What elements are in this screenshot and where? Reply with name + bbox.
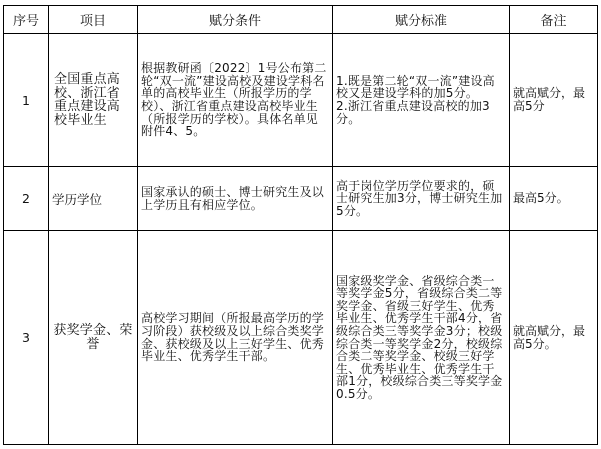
header-condition: 赋分条件 bbox=[138, 6, 333, 34]
table-row bbox=[4, 167, 598, 231]
standard-line-2: 2.浙江省重点建设高校的加3分。 bbox=[336, 99, 490, 126]
row-remark: 就高赋分，最高5分。 bbox=[510, 231, 598, 445]
table-row bbox=[4, 34, 598, 167]
header-no: 序号 bbox=[4, 6, 49, 34]
row-remark: 就高赋分，最高5分 bbox=[510, 34, 598, 167]
row-no: 2 bbox=[4, 167, 49, 231]
row-item: 获奖学金、荣誉 bbox=[49, 231, 138, 445]
row-standard bbox=[333, 34, 510, 167]
scoring-table bbox=[3, 5, 598, 445]
header-item: 项目 bbox=[49, 6, 138, 34]
row-remark: 最高5分。 bbox=[510, 167, 598, 231]
row-standard: 高于岗位学历学位要求的，硕士研究生加3分，博士研究生加5分。 bbox=[333, 167, 510, 231]
row-condition: 根据教研函〔2022〕1号公布第二轮“双一流”建设高校及建设学科名单的高校毕业生（所报学历的学校）、浙江省重点建设高校毕业生（所报学历的学校）。具体名单见附件4、5。 bbox=[138, 34, 333, 167]
row-item: 全国重点高校、浙江省重点建设高校毕业生 bbox=[49, 34, 138, 167]
header-standard: 赋分标准 bbox=[333, 6, 510, 34]
header-remark: 备注 bbox=[510, 6, 598, 34]
row-condition: 国家承认的硕士、博士研究生及以上学历且有相应学位。 bbox=[138, 167, 333, 231]
row-condition: 高校学习期间（所报最高学历的学习阶段）获校级及以上综合类奖学金、获校级及以上三好学生、优秀毕业生、优秀学生干部。 bbox=[138, 231, 333, 445]
row-item: 学历学位 bbox=[49, 167, 138, 231]
row-no: 3 bbox=[4, 231, 49, 445]
row-standard: 国家级奖学金、省级综合类一等奖学金5分，省级综合类二等奖学金、省级三好学生、优秀毕业生、优秀学生干部4分，省级综合类三等奖学金3分；校级综合类一等奖学金2分，校级综合类二等奖学金、校级三好学生、优秀毕业生、优秀学生干部1分，校级综合类三等奖学金0.5分。 bbox=[333, 231, 510, 445]
table-row bbox=[4, 231, 598, 445]
row-no: 1 bbox=[4, 34, 49, 167]
standard-line-1: 1.既是第二轮“双一流”建设高校又是建设学科的加5分。 bbox=[336, 73, 495, 101]
header-row bbox=[4, 6, 598, 34]
